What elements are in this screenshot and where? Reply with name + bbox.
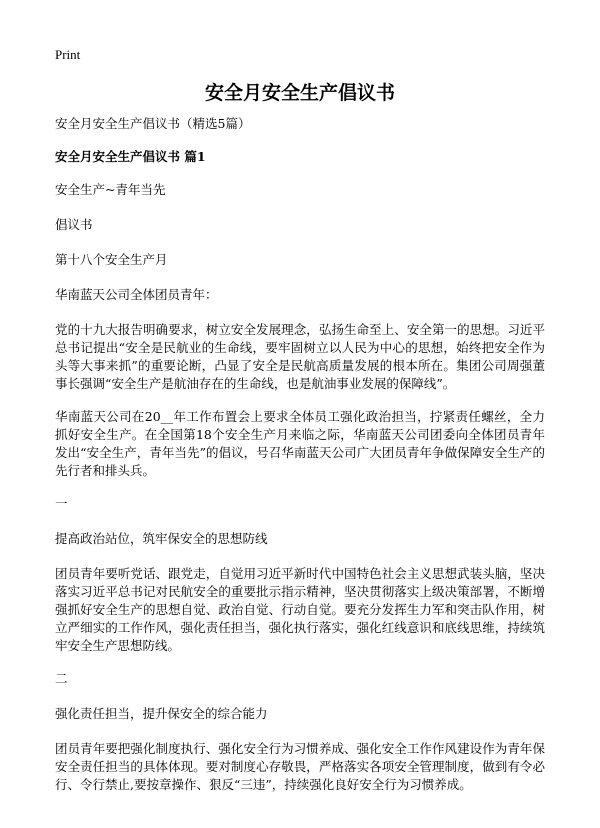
body-paragraph: 团员青年要把强化制度执行、强化安全行为习惯养成、强化安全工作作风建设作为青年保安全责任担当的具体体现。要对制度心存敬畏，严格落实各项安全管理制度，做到有令必行、令行禁止,要按章操作、狠反“三违”，持续强化良好安全行为习惯养成。 xyxy=(55,741,545,792)
body-paragraph: 团员青年要听党话、跟党走，自觉用习近平新时代中国特色社会主义思想武装头脑，坚决落实习近平总书记对民航安全的重要批示指示精神，坚决贯彻落实上级决策部署，不断增强抓好安全生产的思想自觉、政治自觉、行动自觉。要充分发挥生力军和突击队作用，树立严细实的工作作风，强化责任担当，强化执行落实，强化红线意识和底线思维，持续筑牢安全生产思想防线。 xyxy=(55,566,545,653)
page-title: 安全月安全生产倡议书 xyxy=(204,82,395,104)
document-body xyxy=(55,115,545,794)
section-number: 一 xyxy=(55,496,68,511)
proposal-label: 倡议书 xyxy=(55,217,93,232)
print-link[interactable]: Print xyxy=(55,47,81,62)
section-subheading: 强化责任担当，提升保安全的综合能力 xyxy=(55,706,268,721)
body-paragraph: 华南蓝天公司在20__年工作布置会上要求全体员工强化政治担当，拧紧责任螺丝，全力抓好安全生产。在全国第18个安全生产月来临之际，华南蓝天公司团委向全体团员青年发出“安全生产，青年当先”的倡议，号召华南蓝天公司广大团员青年争做保障安全生产的先行者和排头兵。 xyxy=(55,409,545,478)
body-paragraph: 党的十九大报告明确要求，树立安全发展理念，弘扬生命至上、安全第一的思想。习近平总书记提出“安全是民航业的生命线，要牢固树立以人民为中心的思想，始终把安全作为头等大事来抓”的重要论断，凸显了安全是民航高质量发展的根本所在。集团公司周强董事长强调“安全生产是航油存在的生命线，也是航油事业发展的保障线”。 xyxy=(55,322,545,391)
section-number: 二 xyxy=(55,671,68,686)
slogan-paragraph: 安全生产~青年当先 xyxy=(55,182,166,197)
salutation: 华南蓝天公司全体团员青年： xyxy=(55,287,218,302)
event-name: 第十八个安全生产月 xyxy=(55,252,168,267)
section-heading: 安全月安全生产倡议书 篇1 xyxy=(55,149,206,164)
subtitle-paragraph: 安全月安全生产倡议书（精选5篇） xyxy=(55,116,251,131)
section-subheading: 提高政治站位，筑牢保安全的思想防线 xyxy=(55,531,268,546)
